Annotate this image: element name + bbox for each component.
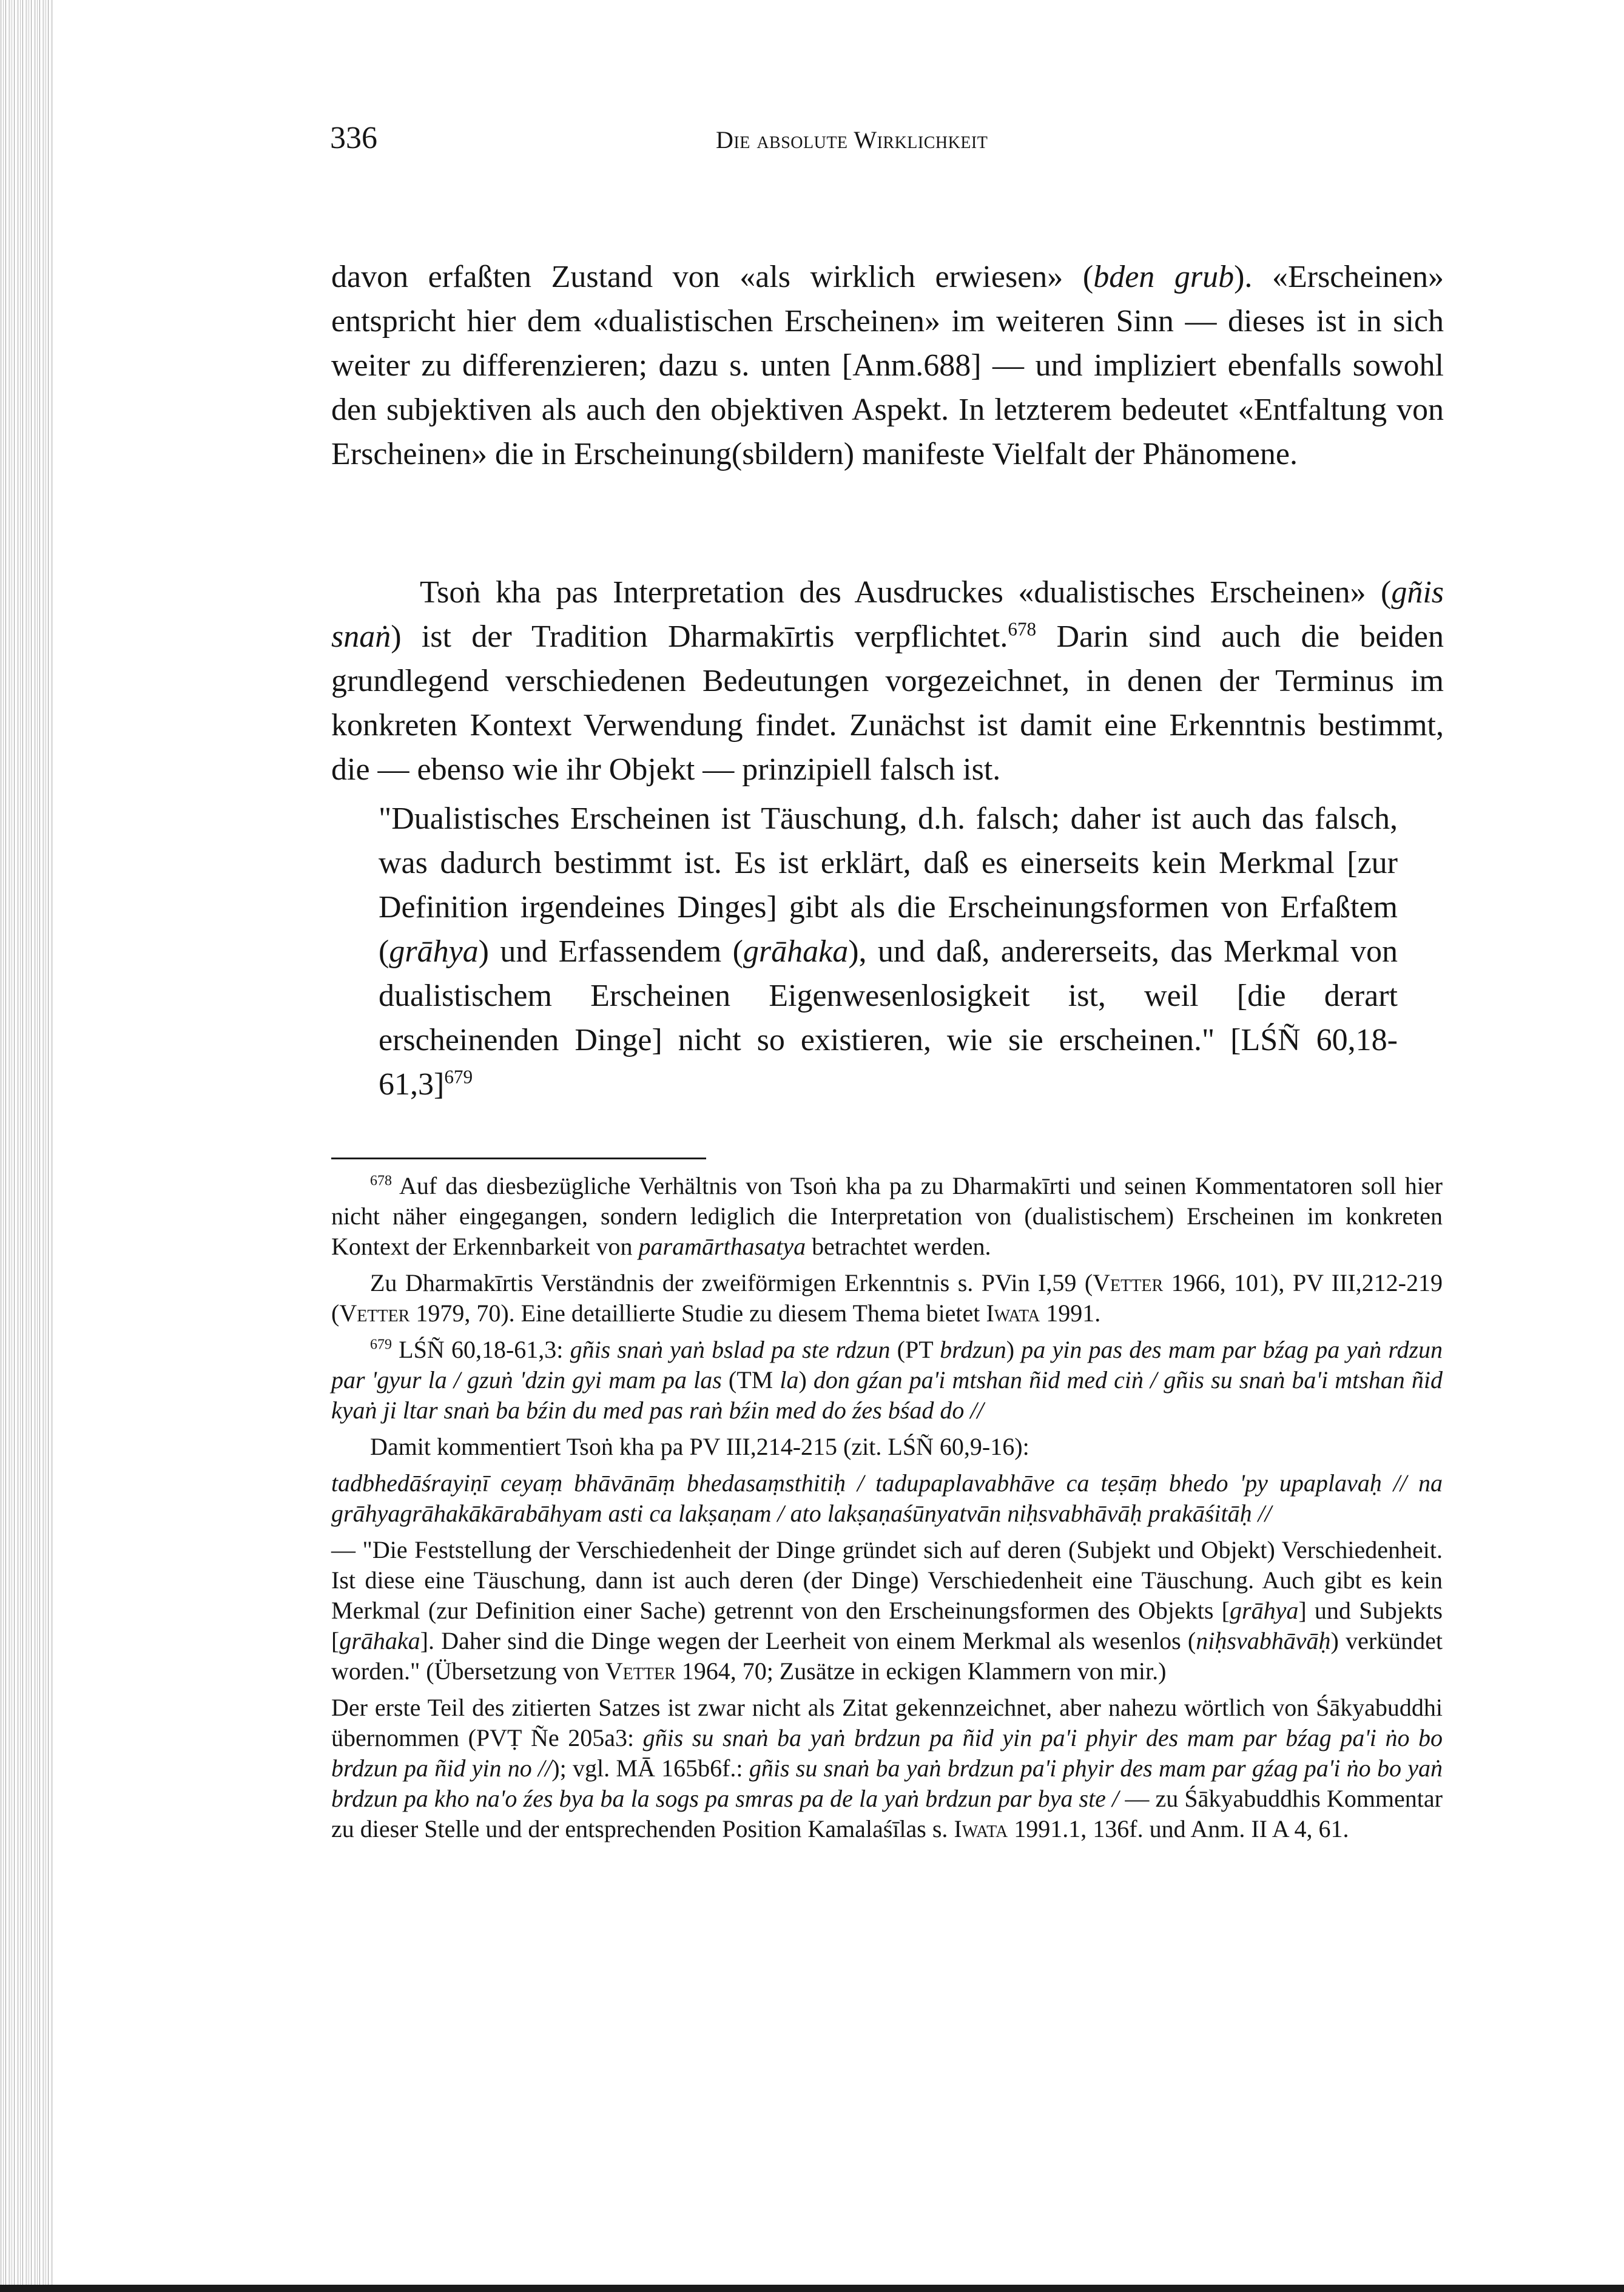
footnotes-section bbox=[331, 1171, 1443, 1850]
text-run: 1991. bbox=[1040, 1299, 1101, 1327]
italic-term: gñis su snaṅ ba yaṅ brdzun pa ñid yin pa'i phyir des mam par bźag pa'i ṅo bo brdzun pa ñid yin no // bbox=[331, 1724, 1443, 1782]
italic-term: brdzun bbox=[940, 1336, 1006, 1363]
text-run: ). «Erscheinen» entspricht hier dem «dualistischen Erscheinen» im weiteren Sinn — dieses ist in sich weiter zu differenzieren; dazu s. unten [Anm.688] — und impliziert ebenfalls sowohl den subjektiven als auch den objektiven Aspekt. In letzterem bedeutet «Entfaltung von Erscheinen» die in Erscheinung(sbildern) manifeste Vielfalt der Phänomene. bbox=[331, 260, 1444, 471]
text-run: ]. Daher sind die Dinge wegen der Leerheit von einem Merkmal als wesenlos ( bbox=[420, 1627, 1196, 1654]
italic-term: grāhaka bbox=[743, 934, 849, 969]
author-name: Vetter bbox=[339, 1299, 410, 1327]
text-run: (PT bbox=[890, 1336, 940, 1363]
body-paragraph-1 bbox=[331, 255, 1444, 476]
footnote-marker: 678 bbox=[370, 1173, 392, 1189]
footnote-679-translation bbox=[331, 1535, 1443, 1687]
text-run: Der erste Teil des zitierten Satzes ist zwar nicht als Zitat gekennzeichnet, aber nahezu wörtlich von Śākyabuddhi übernommen (PVṬ Ñe 205a3: bbox=[331, 1694, 1443, 1751]
footnote-679-commentary-intro bbox=[331, 1432, 1443, 1462]
footnote-separator bbox=[331, 1158, 706, 1159]
text-run: davon erfaßten Zustand von «als wirklich erwiesen» ( bbox=[331, 260, 1094, 294]
text-run: 1964, 70; Zusätze in eckigen Klammern von mir.) bbox=[675, 1657, 1167, 1685]
author-name: Iwata bbox=[954, 1815, 1008, 1842]
footnote-679-source-note bbox=[331, 1693, 1443, 1844]
footnote-marker: 679 bbox=[370, 1336, 392, 1353]
text-run: Auf das diesbezügliche Verhältnis von Tsoṅ kha pa zu Dharmakīrti und seinen Kommentatoren soll hier nicht näher eingegangen, sondern lediglich die Interpretation von (dualistischem) Erscheinen im konkreten Kontext der Erkennbarkeit von bbox=[331, 1172, 1443, 1260]
italic-term: gñis su snaṅ ba yaṅ brdzun pa'i phyir des mam par gźag pa'i ṅo bo yaṅ brdzun pa kho na'o źes bya ba la sogs pa smras pa de la yaṅ brdzun par bya ste / bbox=[331, 1754, 1443, 1812]
italic-term: la bbox=[780, 1366, 799, 1394]
italic-term: bden grub bbox=[1093, 260, 1235, 294]
italic-term: paramārthasatya bbox=[638, 1233, 806, 1260]
text-run: Zu Dharmakīrtis Verständnis der zweiförmigen Erkenntnis s. PVin I,59 ( bbox=[370, 1269, 1093, 1296]
text-run: ), und daß, andererseits, das Merkmal von dualistischem Erscheinen Eigenwesenlosigkeit ist, weil [die derart erscheinenden Dinge] nicht so existieren, wie sie erscheinen." [LŚÑ 60,18-61,3] bbox=[379, 934, 1398, 1102]
footnote-678 bbox=[331, 1171, 1443, 1262]
text-run: Darin sind auch die beiden grundlegend verschiedenen Bedeutungen vorgezeichnet, in denen der Terminus im konkreten Kontext Verwendung findet. Zunächst ist damit eine Erkenntnis bestimmt, die — ebenso wie ihr Objekt — prinzipiell falsch ist. bbox=[331, 619, 1444, 787]
italic-term: niḥsvabhāvāḥ bbox=[1196, 1627, 1331, 1654]
italic-term: grāhaka bbox=[339, 1627, 420, 1654]
text-run: betrachtet werden. bbox=[806, 1233, 991, 1260]
text-run: — "Die Feststellung der Verschiedenheit der Dinge gründet sich auf deren (Subjekt und Objekt) Verschiedenheit. Ist diese eine Täuschung, dann ist auch deren (der Dinge) Verschiedenheit eine Täuschung. Auch gibt es kein Merkmal (zur Definition einer Sache) getrennt von den Erscheinungsformen des Objekts [ bbox=[331, 1536, 1443, 1624]
text-run: 1966, 101), PV III,212-219 ( bbox=[331, 1269, 1443, 1327]
text-run: LŚÑ 60,18-61,3: bbox=[392, 1336, 570, 1363]
text-run: 1991.1, 136f. und Anm. II A 4, 61. bbox=[1008, 1815, 1349, 1842]
scan-bottom-edge bbox=[0, 2285, 1624, 2292]
scan-binding-edge bbox=[0, 0, 53, 2292]
text-run: (TM bbox=[721, 1366, 780, 1394]
italic-term: gñis snaṅ bbox=[331, 575, 1444, 654]
text-run: ) bbox=[1006, 1336, 1022, 1363]
block-quote bbox=[379, 797, 1398, 1107]
footnote-marker: 679 bbox=[444, 1066, 473, 1088]
footnote-679-sanskrit-verse bbox=[331, 1468, 1443, 1529]
text-run: — zu Śākyabuddhis Kommentar zu dieser Stelle und der entsprechenden Position Kamalaśīlas s. bbox=[331, 1785, 1443, 1842]
author-name: Vetter bbox=[1093, 1269, 1164, 1296]
text-run: ) und Erfassendem ( bbox=[478, 934, 743, 969]
italic-term: don gźan pa'i mtshan ñid med ciṅ / gñis su snaṅ ba'i mtshan ñid kyaṅ ji ltar snaṅ ba bźin du med pas raṅ bźin med do źes bśad do // bbox=[331, 1366, 1443, 1424]
text-run: ] und Subjekts [ bbox=[331, 1597, 1443, 1654]
author-name: Vetter bbox=[605, 1657, 676, 1685]
body-paragraph-2 bbox=[331, 570, 1444, 792]
author-name: Iwata bbox=[986, 1299, 1040, 1327]
text-run: ) verkündet worden." (Übersetzung von bbox=[331, 1627, 1443, 1685]
text-run: ) bbox=[798, 1366, 814, 1394]
text-run: ); vgl. MĀ 165b6f.: bbox=[551, 1754, 749, 1782]
italic-term: pa yin pas des mam par bźag pa yaṅ rdzun par 'gyur la / gzuṅ 'dzin gyi mam pa las bbox=[331, 1336, 1443, 1394]
footnote-marker: 678 bbox=[1008, 618, 1037, 640]
italic-term: grāhya bbox=[389, 934, 479, 969]
text-run: 1979, 70). Eine detaillierte Studie zu diesem Thema bietet bbox=[409, 1299, 986, 1327]
running-head: Die absolute Wirklichkeit bbox=[716, 126, 988, 153]
footnote-678-continuation bbox=[331, 1268, 1443, 1329]
text-run: "Dualistisches Erscheinen ist Täuschung, d.h. falsch; daher ist auch das falsch, was dadurch bestimmt ist. Es ist erklärt, daß es einerseits kein Merkmal [zur Definition irgendeines Dinges] gibt als die Erscheinungsformen von Erfaßtem ( bbox=[379, 801, 1398, 969]
text-run: ) ist der Tradition Dharmakīrtis verpflichtet. bbox=[391, 619, 1008, 654]
italic-term: tadbhedāśrayiṇī ceyaṃ bhāvānāṃ bhedasaṃsthitiḥ / tadupaplavabhāve ca teṣāṃ bhedo 'py upaplavaḥ // na grāhyagrāhakākārabāhyam asti ca lakṣaṇam / ato lakṣaṇaśūnyatvān niḥsvabhāvāḥ prakāśitāḥ // bbox=[331, 1469, 1443, 1527]
italic-term: grāhya bbox=[1230, 1597, 1299, 1624]
footnote-679 bbox=[331, 1335, 1443, 1426]
page-number: 336 bbox=[330, 121, 377, 155]
text-run: Damit kommentiert Tsoṅ kha pa PV III,214-215 (zit. LŚÑ 60,9-16): bbox=[370, 1433, 1029, 1460]
italic-term: gñis snaṅ yaṅ bslad pa ste rdzun bbox=[570, 1336, 891, 1363]
text-run: Tsoṅ kha pas Interpretation des Ausdruckes «dualistisches Erscheinen» ( bbox=[420, 575, 1392, 610]
